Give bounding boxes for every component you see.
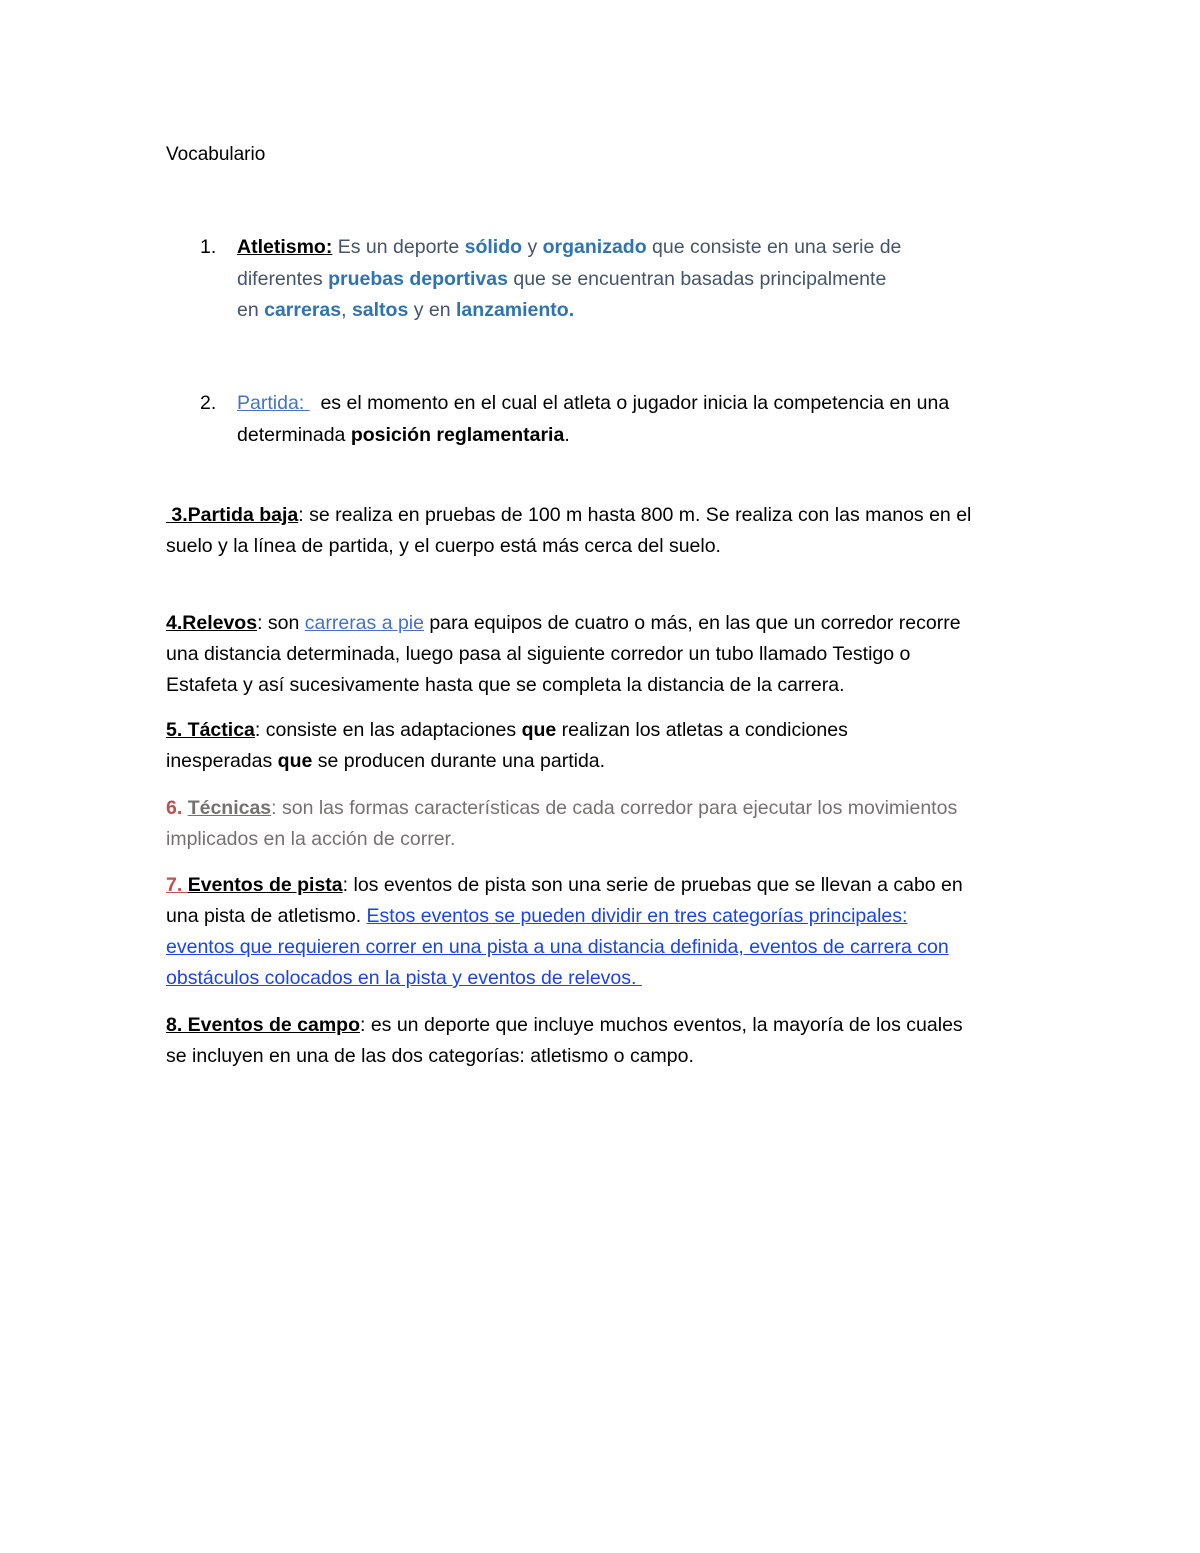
vocab-line xyxy=(166,500,1046,531)
highlight-word: pruebas deportivas xyxy=(328,267,508,290)
vocab-line xyxy=(166,1010,1046,1041)
list-number: 2. xyxy=(200,392,217,414)
definition-text: : son las formas características de cada corredor para ejecutar los movimientos xyxy=(271,797,958,819)
vocab-term: Técnicas xyxy=(187,797,272,819)
categories-link[interactable]: obstáculos colocados en la pista y eventos de relevos. xyxy=(166,967,642,989)
definition-text: es el momento en el cual el atleta o jugador inicia la competencia en una xyxy=(309,392,950,414)
definition-text: en xyxy=(237,299,265,321)
vocab-line xyxy=(237,388,1057,420)
vocab-line xyxy=(237,232,1057,264)
vocab-item-5 xyxy=(166,715,1046,777)
definition-text: : es un deporte que incluye muchos eventos, la mayoría de los cuales xyxy=(359,1014,963,1036)
vocab-item-7 xyxy=(166,870,1046,994)
definition-text: Es un deporte xyxy=(332,236,465,258)
highlight-word: organizado xyxy=(542,236,647,258)
vocab-line xyxy=(166,901,1046,932)
definition-text: que se encuentran basadas principalmente xyxy=(507,267,887,290)
vocab-line: se incluyen en una de las dos categorías: atletismo o campo. xyxy=(166,1045,694,1067)
vocab-line xyxy=(237,295,1057,327)
vocab-line xyxy=(166,746,1046,777)
highlight-word: que xyxy=(277,750,313,772)
categories-link[interactable]: Estos eventos se pueden dividir en tres categorías principales: xyxy=(366,905,908,927)
definition-text: . xyxy=(564,423,570,446)
highlight-word: carreras xyxy=(264,299,342,321)
vocab-item-2 xyxy=(200,388,1057,451)
vocab-line xyxy=(166,963,1046,994)
definition-text: : consiste en las adaptaciones xyxy=(254,719,522,741)
definition-text: para equipos de cuatro o más, en las que un corredor recorre xyxy=(423,612,961,634)
definition-text: que consiste en una serie de xyxy=(646,236,902,258)
list-number: 1. xyxy=(200,236,217,258)
vocab-line: una distancia determinada, luego pasa al siguiente corredor un tubo llamado Testigo o xyxy=(166,643,911,665)
vocab-line xyxy=(166,715,1046,746)
list-number: 6. xyxy=(166,797,188,819)
vocab-line xyxy=(166,608,1046,639)
definition-text: y xyxy=(522,236,543,258)
definition-text: : son xyxy=(257,612,305,634)
vocab-line xyxy=(166,932,1046,963)
definition-text: diferentes xyxy=(237,267,329,290)
highlight-word: lanzamiento. xyxy=(456,299,575,321)
definition-text: , xyxy=(341,299,352,321)
vocab-line: suelo y la línea de partida, y el cuerpo está más cerca del suelo. xyxy=(166,535,721,557)
definition-text: : los eventos de pista son una serie de pruebas que se llevan a cabo en xyxy=(342,874,963,896)
definition-text: una pista de atletismo. xyxy=(166,905,367,927)
vocab-line: implicados en la acción de correr. xyxy=(166,828,456,850)
vocab-term: 4.Relevos xyxy=(166,612,258,634)
vocab-line: Estafeta y así sucesivamente hasta que se completa la distancia de la carrera. xyxy=(166,674,845,696)
list-number: 7. xyxy=(166,874,188,896)
definition-text: y en xyxy=(408,299,457,321)
definition-text: se producen durante una partida. xyxy=(312,750,606,772)
highlight-word: que xyxy=(521,719,557,741)
vocab-term: Atletismo: xyxy=(237,236,333,258)
highlight-word: saltos xyxy=(351,299,409,321)
categories-link[interactable]: eventos que requieren correr en una pista a una distancia definida, eventos de carrera con xyxy=(166,936,949,958)
vocab-item-3 xyxy=(166,500,1046,562)
vocab-item-8 xyxy=(166,1010,1046,1072)
vocab-line xyxy=(237,264,1057,296)
carreras-a-pie-link[interactable]: carreras a pie xyxy=(304,612,424,634)
highlight-word: sólido xyxy=(464,236,523,258)
definition-text: realizan los atletas a condiciones xyxy=(556,719,848,741)
vocab-item-6 xyxy=(166,793,1046,855)
vocab-line xyxy=(237,420,1057,452)
vocab-line xyxy=(166,793,1046,824)
highlight-word: posición reglamentaria xyxy=(350,423,565,446)
definition-text: determinada xyxy=(237,423,351,446)
vocab-term: 5. Táctica xyxy=(166,719,255,741)
document-title: Vocabulario xyxy=(166,144,266,165)
definition-text: inesperadas xyxy=(166,750,278,772)
vocab-item-4 xyxy=(166,608,1046,701)
vocab-term: Eventos de pista xyxy=(187,874,343,896)
vocab-term-link[interactable]: Partida: xyxy=(237,392,310,414)
vocab-term: 8. Eventos de campo xyxy=(166,1014,360,1036)
definition-text: : se realiza en pruebas de 100 m hasta 800 m. Se realiza con las manos en el xyxy=(298,504,972,526)
vocab-term: 3.Partida baja xyxy=(166,504,299,526)
vocab-line xyxy=(166,870,1046,901)
vocab-item-1 xyxy=(200,232,1057,327)
